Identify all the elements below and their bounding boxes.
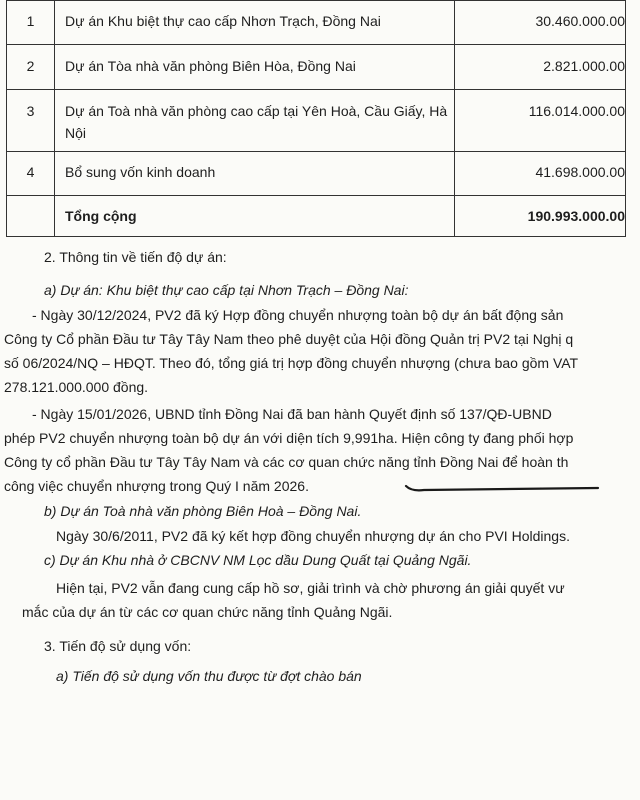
table-total-row (7, 196, 626, 237)
section-2-title: 2. Thông tin về tiến độ dự án: (44, 249, 227, 265)
row-project-name: Dự án Tòa nhà văn phòng Biên Hòa, Đồng Nai (55, 45, 455, 90)
total-label: Tổng cộng (55, 196, 455, 237)
row-amount: 30.460.000.00 (455, 1, 626, 45)
paragraph-line: số 06/2024/NQ – HĐQT. Theo đó, tổng giá trị hợp đồng chuyển nhượng (chưa bao gồm VAT (4, 355, 579, 371)
paragraph-line: - Ngày 15/01/2026, UBND tỉnh Đồng Nai đã ban hành Quyết định số 137/QĐ-UBND (32, 406, 552, 422)
table-row (7, 90, 626, 152)
fund-allocation-table (6, 0, 626, 237)
table-row (7, 45, 626, 90)
subsection-b-title: b) Dự án Toà nhà văn phòng Biên Hoà – Đồng Nai. (44, 503, 362, 519)
paragraph-line: phép PV2 chuyển nhượng toàn bộ dự án với diện tích 9,991ha. Hiện công ty đang phối hợp (4, 430, 574, 446)
row-number: 1 (7, 1, 55, 45)
paragraph-line: Hiện tại, PV2 vẫn đang cung cấp hồ sơ, giải trình và chờ phương án giải quyết vư (56, 580, 565, 596)
section-3-title: 3. Tiến độ sử dụng vốn: (44, 638, 192, 654)
total-amount: 190.993.000.00 (455, 196, 626, 237)
row-number: 3 (7, 90, 55, 152)
paragraph-line: 278.121.000.000 đồng. (4, 379, 149, 395)
row-amount: 2.821.000.00 (455, 45, 626, 90)
paragraph-line: Ngày 30/6/2011, PV2 đã ký kết hợp đồng chuyển nhượng dự án cho PVI Holdings. (56, 528, 570, 544)
row-amount: 116.014.000.00 (455, 90, 626, 152)
subsection-a-title: a) Dự án: Khu biệt thự cao cấp tại Nhơn Trạch – Đồng Nai: (44, 282, 409, 298)
row-project-name: Dự án Toà nhà văn phòng cao cấp tại Yên Hoà, Cầu Giấy, Hà Nội (55, 90, 455, 152)
row-project-name: Dự án Khu biệt thự cao cấp Nhơn Trạch, Đồng Nai (55, 1, 455, 45)
table-row (7, 152, 626, 196)
paragraph-line: Công ty Cổ phần Đầu tư Tây Tây Nam theo phê duyệt của Hội đồng Quản trị PV2 tại Nghị q (4, 331, 574, 347)
row-amount: 41.698.000.00 (455, 152, 626, 196)
row-number: 4 (7, 152, 55, 196)
paragraph-line: công việc chuyển nhượng trong Quý I năm 2026. (4, 478, 309, 494)
subsection-3a-title: a) Tiến độ sử dụng vốn thu được từ đợt chào bán (56, 668, 362, 684)
table-row (7, 1, 626, 45)
paragraph-line: Công ty cổ phần Đầu tư Tây Tây Nam và các cơ quan chức năng tỉnh Đồng Nai để hoàn th (4, 454, 569, 470)
subsection-c-title: c) Dự án Khu nhà ở CBCNV NM Lọc dầu Dung Quất tại Quảng Ngãi. (44, 552, 472, 568)
handwritten-underline-mark (404, 482, 600, 494)
row-project-name: Bổ sung vốn kinh doanh (55, 152, 455, 196)
total-empty-cell (7, 196, 55, 237)
paragraph-line: - Ngày 30/12/2024, PV2 đã ký Hợp đồng chuyển nhượng toàn bộ dự án bất động sản (32, 307, 564, 323)
row-number: 2 (7, 45, 55, 90)
paragraph-line: mắc của dự án từ các cơ quan chức năng tỉnh Quảng Ngãi. (22, 604, 393, 620)
